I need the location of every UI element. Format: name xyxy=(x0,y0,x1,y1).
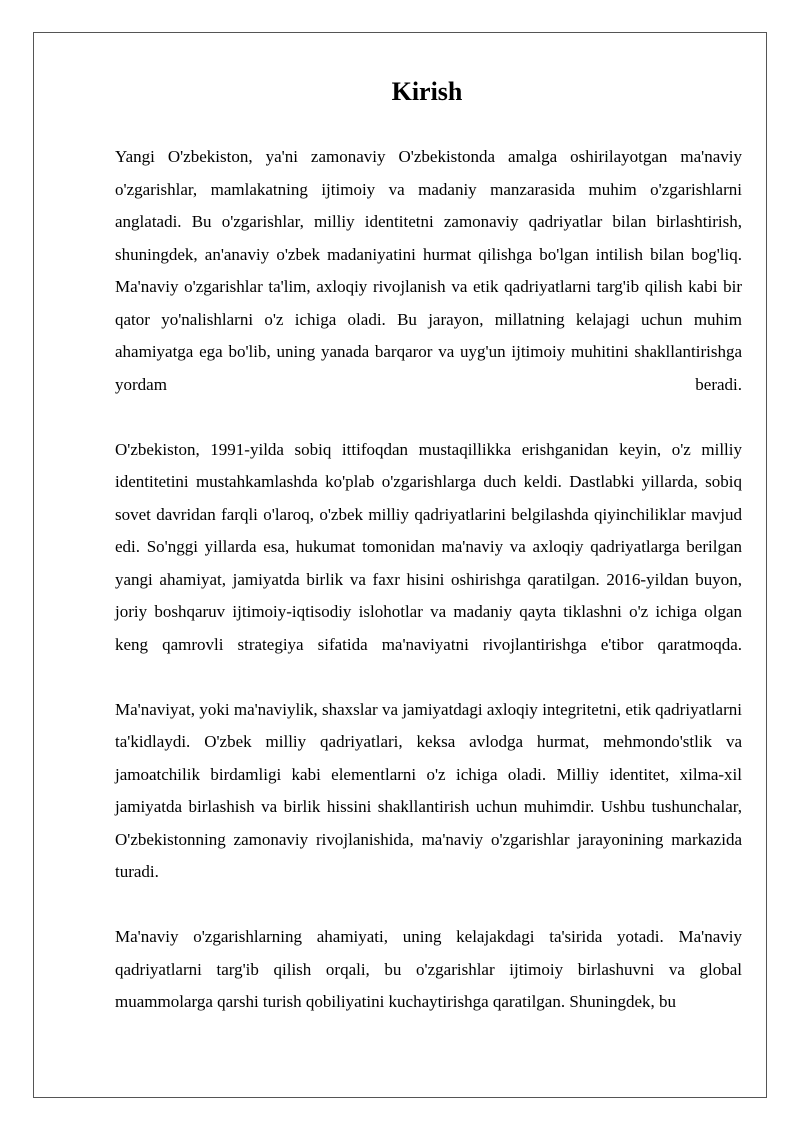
paragraph-2 xyxy=(115,434,742,662)
paragraph-4 xyxy=(115,921,742,1019)
page-title: Kirish xyxy=(391,77,463,106)
document-body xyxy=(115,141,742,1051)
paragraph-2-text: O'zbekiston, 1991-yilda sobiq ittifoqdan mustaqillikka erishganidan keyin, o'z milliy identitetini mustahkamlashda ko'plab o'zgarishlarga duch keldi. Dastlabki yillarda, sobiq sovet davridan farqli o'laroq, o'zbek milliy qadriyatlarini belgilashda qiyinchiliklar mavjud edi. So'nggi yillarda esa, hukumat tomonidan ma'naviy va axloqiy qadriyatlarga berilgan yangi ahamiyat, jamiyatda birlik va faxr hisini oshirishga qaratilgan. 2016-yildan buyon, joriy boshqaruv ijtimoiy-iqtisodiy islohotlar va madaniy qayta tiklashni o'z ichiga olgan keng qamrovli strategiya sifatida ma'naviyatni rivojlantirishga e'tibor qaratmoqda. xyxy=(115,439,742,654)
paragraph-4-text: Ma'naviy o'zgarishlarning ahamiyati, uning kelajakdagi ta'sirida yotadi. Ma'naviy qadriyatlarni targ'ib qilish orqali, bu o'zgarishlar ijtimoiy birlashuvni va global muammolarga qarshi turish qobiliyatini kuchaytirishga qaratilgan. Shuningdek, bu xyxy=(115,927,742,1011)
paragraph-3-text: Ma'naviyat, yoki ma'naviylik, shaxslar va jamiyatdagi axloqiy integritetni, etik qadriyatlarni ta'kidlaydi. O'zbek milliy qadriyatlari, keksa avlodga hurmat, mehmondo'stlik va jamoatchilik birdamligi kabi elementlarni o'z ichiga oladi. Milliy identitet, xilma-xil jamiyatda birlashish va birlik hissini shakllantirish uchun muhimdir. Ushbu tushunchalar, O'zbekistonning zamonaviy rivojlanishida, ma'naviy o'zgarishlar jarayonining markazida turadi. xyxy=(115,699,742,881)
paragraph-1-text: Yangi O'zbekiston, ya'ni zamonaviy O'zbekistonda amalga oshirilayotgan ma'naviy o'zgarishlar, mamlakatning ijtimoiy va madaniy manzarasida muhim o'zgarishlarni anglatadi. Bu o'zgarishlar, milliy identitetni zamonaviy qadriyatlar bilan birlashtirish, shuningdek, an'anaviy o'zbek madaniyatini hurmat qilishga bo'lgan intilish bilan bog'liq. Ma'naviy o'zgarishlar ta'lim, axloqiy rivojlanish va etik qadriyatlarni targ'ib qilish kabi bir qator yo'nalishlarni o'z ichiga oladi. Bu jarayon, millatning kelajagi uchun muhim ahamiyatga ega bo'lib, uning yanada barqaror va uyg'un ijtimoiy muhitini shakllantirishga yordam beradi. xyxy=(115,147,742,394)
paragraph-3 xyxy=(115,694,742,889)
paragraph-1 xyxy=(115,141,742,401)
